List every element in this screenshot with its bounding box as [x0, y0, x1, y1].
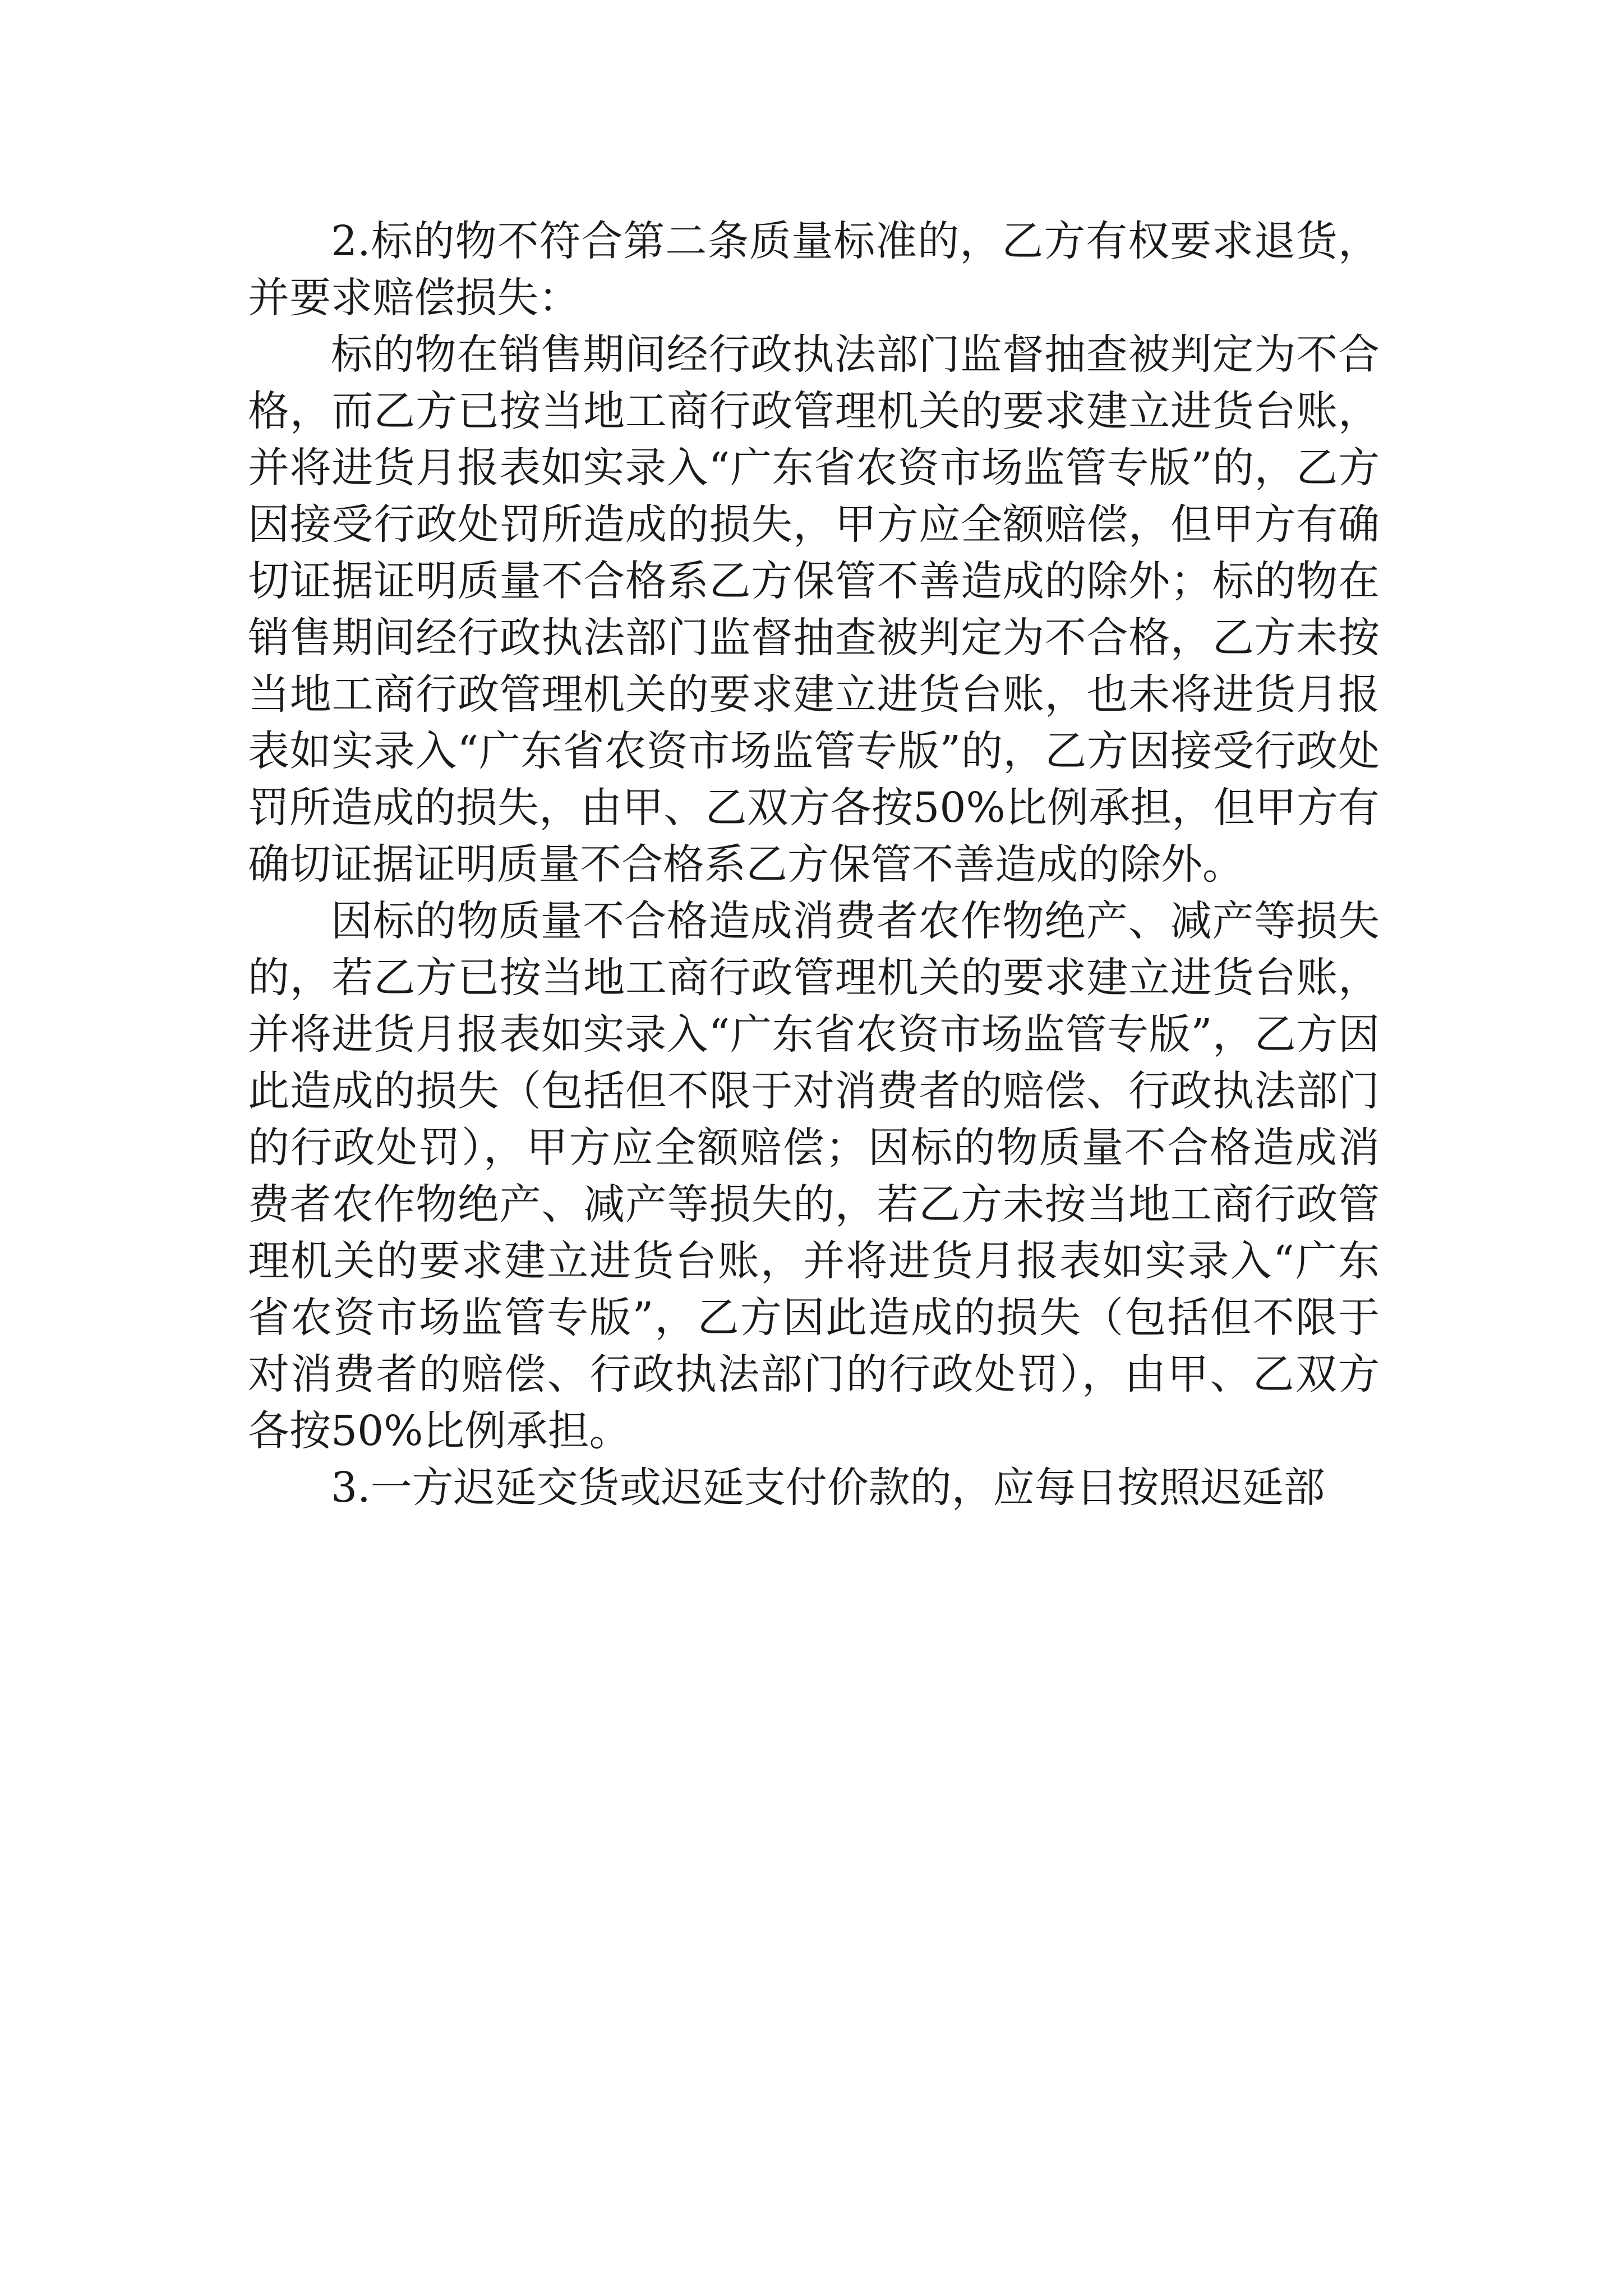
paragraph-administrative-penalty: 标的物在销售期间经行政执法部门监督抽查被判定为不合格，而乙方已按当地工商行政管理机关的要求建立进货台账，并将进货月报表如实录入“广东省农资市场监管专版”的，乙方因接受行政处罚所造成的损失，甲方应全额赔偿，但甲方有确切证据证明质量不合格系乙方保管不善造成的除外；标的物在销售期间经行政执法部门监督抽查被判定为不合格，乙方未按当地工商行政管理机关的要求建立进货台账，也未将进货月报表如实录入“广东省农资市场监管专版”的，乙方因接受行政处罚所造成的损失，由甲、乙双方各按50%比例承担，但甲方有确切证据证明质量不合格系乙方保管不善造成的除外。	[248, 330, 1380, 889]
paragraph-crop-loss: 因标的物质量不合格造成消费者农作物绝产、减产等损失的，若乙方已按当地工商行政管理机关的要求建立进货台账，并将进货月报表如实录入“广东省农资市场监管专版”，乙方因此造成的损失（包括但不限于对消费者的赔偿、行政执法部门的行政处罚），甲方应全额赔偿；因标的物质量不合格造成消费者农作物绝产、减产等损失的，若乙方未按当地工商行政管理机关的要求建立进货台账，并将进货月报表如实录入“广东省农资市场监管专版”，乙方因此造成的损失（包括但不限于对消费者的赔偿、行政执法部门的行政处罚），由甲、乙双方各按50%比例承担。	[248, 897, 1380, 1455]
document-body	[248, 213, 1380, 1516]
paragraph-quality-return: 2.标的物不符合第二条质量标准的，乙方有权要求退货，并要求赔偿损失：	[248, 217, 1380, 322]
paragraph-late-delivery: 3.一方迟延交货或迟延支付价款的，应每日按照迟延部	[331, 1464, 1325, 1512]
